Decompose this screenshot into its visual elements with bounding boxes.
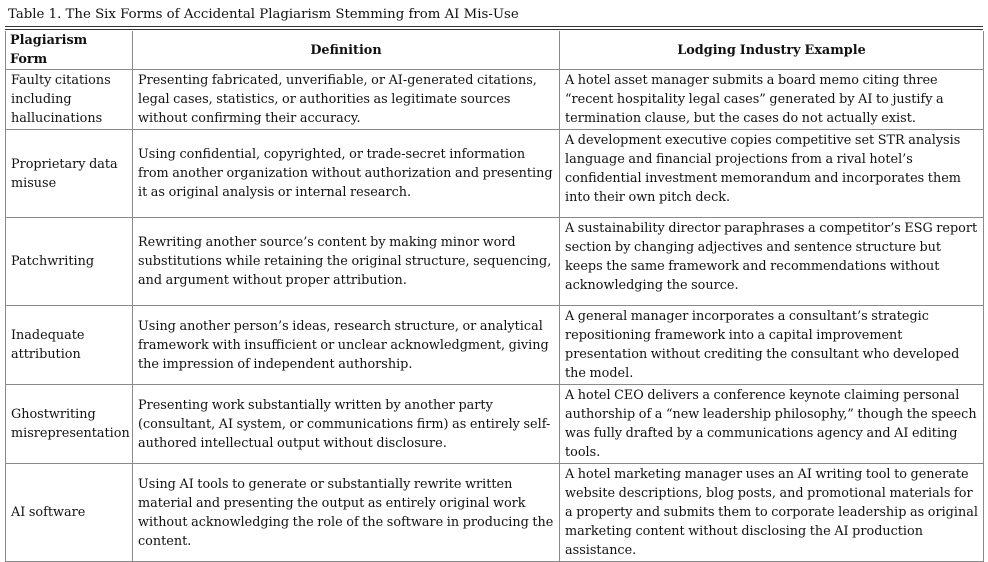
- form-cell: Proprietary data misuse: [6, 130, 133, 218]
- example-cell: A sustainability director paraphrases a competitor’s ESG report section by changing adjectives and sentence structure but keeps the same framework and recommendations without acknowledging the source.: [560, 218, 984, 306]
- definition-cell: Rewriting another source’s content by making minor word substitutions while retaining the original structure, sequencing, and argument without proper attribution.: [133, 218, 560, 306]
- form-cell: Faulty citations including hallucinations: [6, 70, 133, 130]
- definition-cell: Using another person’s ideas, research structure, or analytical framework with insufficient or unclear acknowledgment, giving the impression of independent authorship.: [133, 306, 560, 385]
- header-definition: Definition: [133, 31, 560, 70]
- example-cell: A general manager incorporates a consultant’s strategic repositioning framework into a capital improvement presentation without crediting the consultant who developed the model.: [560, 306, 984, 385]
- table-row: [6, 306, 984, 385]
- example-cell: A hotel marketing manager uses an AI writing tool to generate website descriptions, blog posts, and promotional materials for a property and submits them to corporate leadership as original marketing content without disclosing the AI production assistance.: [560, 464, 984, 562]
- definition-cell: Presenting fabricated, unverifiable, or AI-generated citations, legal cases, statistics, or authorities as legitimate sources without confirming their accuracy.: [133, 70, 560, 130]
- table-row: [6, 70, 984, 130]
- table-caption: Table 1. The Six Forms of Accidental Plagiarism Stemming from AI Mis-Use: [8, 7, 519, 22]
- table-row: [6, 385, 984, 464]
- example-cell: A development executive copies competitive set STR analysis language and financial projections from a rival hotel’s confidential investment memorandum and incorporates them into their own pitch deck.: [560, 130, 984, 218]
- example-cell: A hotel asset manager submits a board memo citing three “recent hospitality legal cases” generated by AI to justify a termination clause, but the cases do not actually exist.: [560, 70, 984, 130]
- caption-divider: [5, 26, 983, 30]
- definition-cell: Using confidential, copyrighted, or trade-secret information from another organization without authorization and presenting it as original analysis or internal research.: [133, 130, 560, 218]
- example-cell: A hotel CEO delivers a conference keynote claiming personal authorship of a “new leadership philosophy,” though the speech was fully drafted by a communications agency and AI editing tools.: [560, 385, 984, 464]
- header-row: [6, 31, 984, 70]
- definition-cell: Using AI tools to generate or substantially rewrite written material and presenting the output as entirely original work without acknowledging the role of the software in producing the content.: [133, 464, 560, 562]
- form-cell: AI software: [6, 464, 133, 562]
- form-cell: Inadequate attribution: [6, 306, 133, 385]
- table-row: [6, 464, 984, 562]
- form-cell: Ghostwriting misrepresentation: [6, 385, 133, 464]
- table-row: [6, 218, 984, 306]
- form-cell: Patchwriting: [6, 218, 133, 306]
- definition-cell: Presenting work substantially written by another party (consultant, AI system, or communications firm) as entirely self-authored intellectual output without disclosure.: [133, 385, 560, 464]
- header-lodging-example: Lodging Industry Example: [560, 31, 984, 70]
- header-plagiarism-form: Plagiarism Form: [6, 31, 133, 70]
- plagiarism-forms-table: [5, 31, 984, 562]
- table-row: [6, 130, 984, 218]
